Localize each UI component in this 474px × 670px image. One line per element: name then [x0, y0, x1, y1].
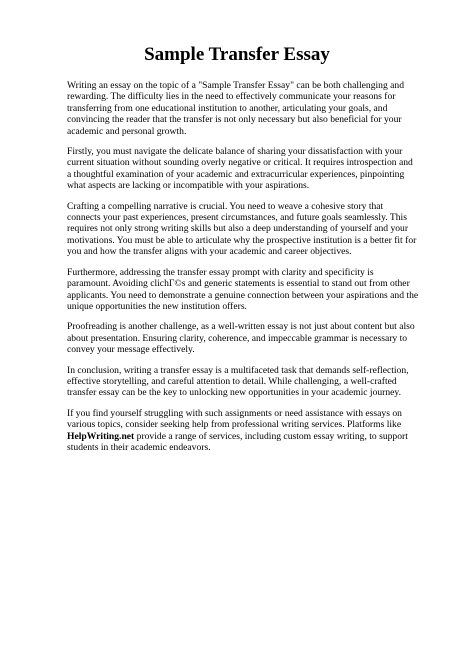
paragraph-6: In conclusion, writing a transfer essay is a multifaceted task that demands self-reflection, effective storytelling, and careful attention to detail. While challenging, a well-crafted transfer essay can be the key to unlocking new opportunities in your academic journey. — [67, 364, 409, 399]
paragraph-2: Firstly, you must navigate the delicate balance of sharing your dissatisfaction with your current situation without sounding overly negative or critical. It requires introspection and a thoughtful examination of your academic and extracurricular experiences, pinpointing what aspects are lacking or incompatible with your aspirations. — [67, 146, 413, 192]
paragraph-1: Writing an essay on the topic of a "Sample Transfer Essay" can be both challenging and rewarding. The difficulty lies in the need to effectively communicate your reasons for transferring from one educational institution to another, articulating your goals, and convincing the reader that the transfer is not only necessary but also beneficial for your academic and personal growth. — [67, 80, 405, 137]
essay-body — [67, 80, 419, 462]
paragraph-5: Proofreading is another challenge, as a well-written essay is not just about content but also about presentation. Ensuring clarity, coherence, and impeccable grammar is necessary to convey your message effectively. — [67, 321, 415, 356]
paragraph-4: Furthermore, addressing the transfer essay prompt with clarity and specificity is paramount. Avoiding clichГ©s and generic statements is essential to stand out from other applicants. You need to demonstrate a genuine connection between your aspirations and the unique opportunities the new institution offers. — [67, 266, 419, 312]
helpwriting-link[interactable]: HelpWriting.net — [67, 430, 135, 442]
page-title: Sample Transfer Essay — [144, 44, 330, 65]
paragraph-7-text-after-link: provide a range of services, including custom essay writing, to support students in their academic endeavors. — [67, 430, 408, 453]
paragraph-7-text-before-link: If you find yourself struggling with such assignments or need assistance with essays on various topics, consider seeking help from professional writing services. Platforms like — [67, 407, 402, 431]
paragraph-3: Crafting a compelling narrative is crucial. You need to weave a cohesive story that connects your past experiences, present circumstances, and future goals seamlessly. This requires not only strong writing skills but also a deep understanding of yourself and your motivations. You must be able to articulate why the prospective institution is a better fit for you and how the transfer aligns with your academic and career objectives. — [67, 200, 417, 258]
paragraph-7 — [67, 408, 419, 454]
